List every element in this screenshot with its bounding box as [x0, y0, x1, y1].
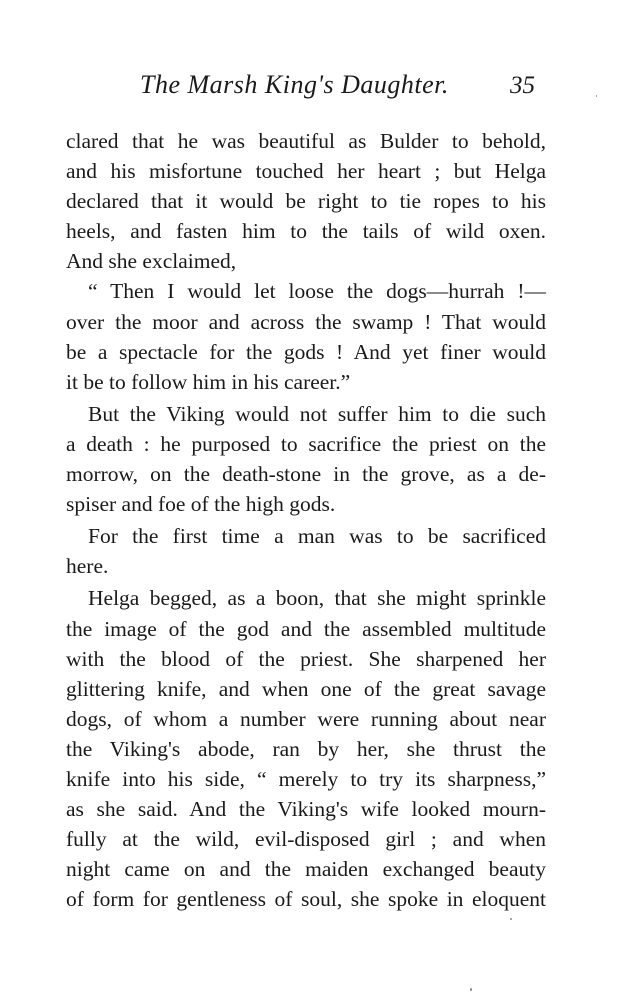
text-line: here. — [66, 554, 109, 579]
text-line: knife into his side, “ merely to try its sharpness,” — [66, 766, 546, 791]
text-line: of form for gentleness of soul, she spoke in eloquent — [66, 887, 546, 912]
text-line: it be to follow him in his career.” — [66, 369, 351, 394]
text-line: “ Then I would let loose the dogs—hurrah !— — [88, 279, 546, 304]
text-line: Helga begged, as a boon, that she might sprinkle — [88, 586, 546, 611]
text-line: glittering knife, and when one of the great savage — [66, 676, 546, 701]
print-speck — [596, 95, 597, 97]
text-line: with the blood of the priest. She sharpened her — [66, 646, 546, 671]
text-line: declared that it would be right to tie ropes to his — [66, 189, 546, 214]
text-line: heels, and fasten him to the tails of wild oxen. — [66, 219, 546, 244]
page-number: 35 — [510, 72, 535, 99]
text-line: For the first time a man was to be sacrificed — [88, 524, 546, 549]
text-line: But the Viking would not suffer him to die such — [88, 401, 546, 426]
text-line: And she exclaimed, — [66, 249, 237, 274]
body-text — [66, 126, 546, 914]
text-line: the image of the god and the assembled multitude — [66, 616, 546, 641]
text-line: as she said. And the Viking's wife looked mourn- — [66, 797, 546, 822]
text-line: over the moor and across the swamp ! That would — [66, 309, 546, 334]
text-line: night came on and the maiden exchanged beauty — [66, 857, 546, 882]
text-line: dogs, of whom a number were running about near — [66, 706, 546, 731]
text-line: clared that he was beautiful as Bulder to behold, — [66, 129, 546, 153]
text-line: a death : he purposed to sacrifice the priest on the — [66, 431, 546, 456]
text-line: and his misfortune touched her heart ; but Helga — [66, 159, 546, 184]
print-speck — [510, 918, 512, 920]
text-line: the Viking's abode, ran by her, she thrust the — [66, 736, 546, 761]
running-head — [0, 70, 621, 106]
text-line: fully at the wild, evil-disposed girl ; and when — [66, 827, 546, 852]
print-speck — [470, 988, 472, 991]
text-line: spiser and foe of the high gods. — [66, 492, 336, 517]
text-line: morrow, on the death-stone in the grove, as a de- — [66, 462, 546, 487]
running-title: The Marsh King's Daughter. — [140, 70, 449, 99]
text-line: be a spectacle for the gods ! And yet finer would — [66, 339, 546, 364]
